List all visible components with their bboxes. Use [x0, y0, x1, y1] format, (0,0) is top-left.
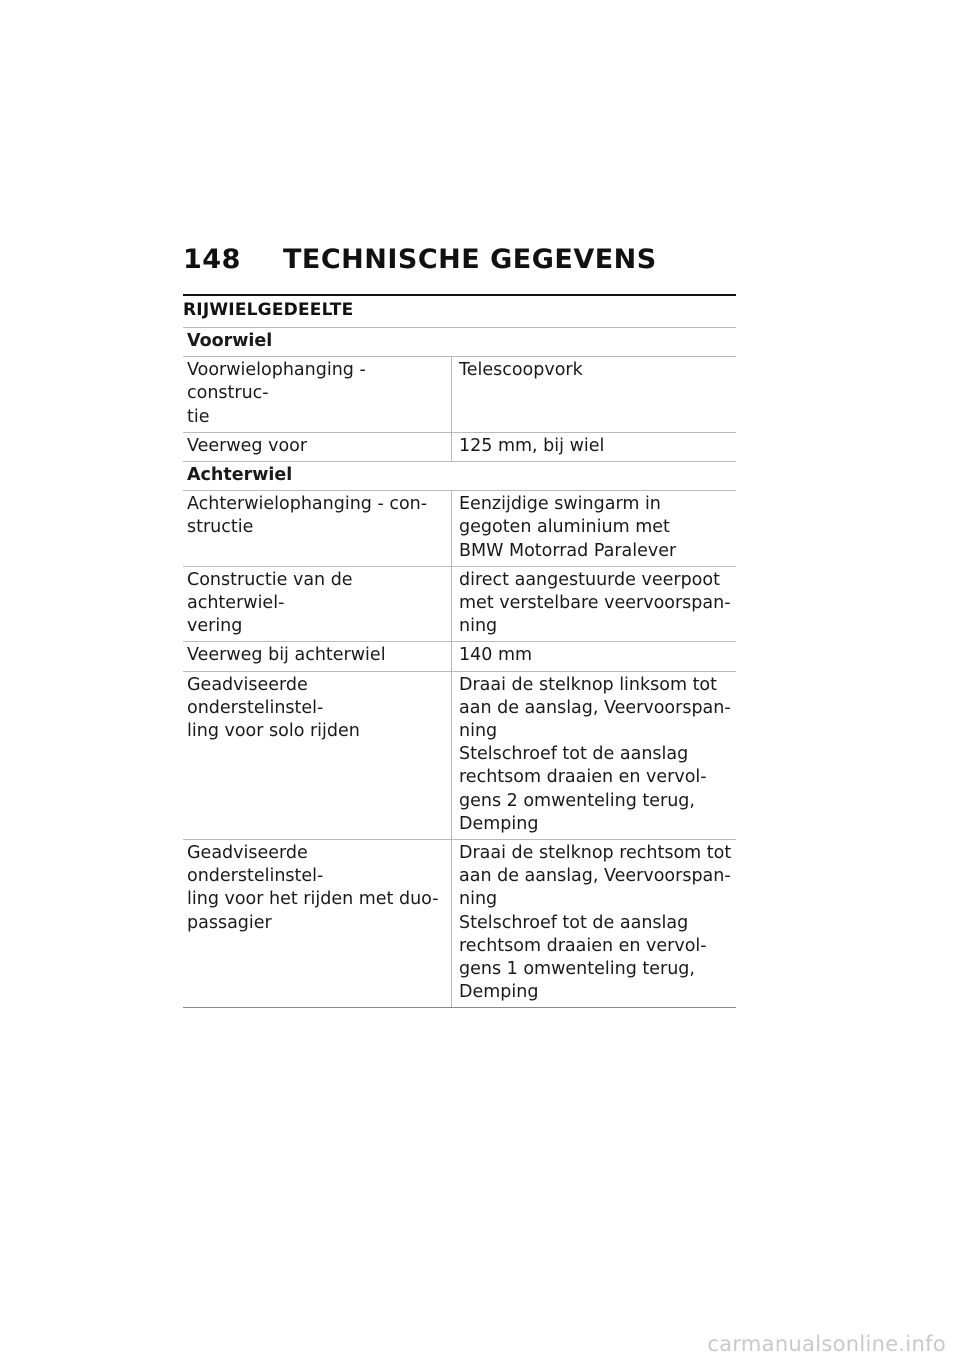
- spec-label: Geadviseerde onderstelinstel- ling voor solo rijden: [183, 672, 452, 839]
- spec-value: direct aangestuurde veerpoot met verstelbare veervoorspan- ning: [459, 569, 731, 637]
- spec-value: Eenzijdige swingarm in gegoten aluminium met BMW Motorrad Paralever: [459, 494, 677, 561]
- spec-value: Draai de stelknop linksom tot aan de aanslag, Veervoorspan- ning Stelschroef tot de aanslag rechtsom draaien en vervol- gens 2 omwenteling terug, Demping: [459, 674, 731, 834]
- spec-value: 125 mm, bij wiel: [459, 435, 605, 456]
- table-row: [183, 642, 736, 671]
- spec-label: Achterwielophanging - con- structie: [183, 491, 452, 566]
- table-row: [183, 433, 736, 462]
- page-number: 148: [183, 244, 241, 275]
- spec-label: Geadviseerde onderstelinstel- ling voor het rijden met duo- passagier: [183, 840, 452, 1007]
- watermark: carmanualsonline.info: [707, 1332, 946, 1356]
- table-row: [183, 672, 736, 840]
- spec-group-title-voorwiel: Voorwiel: [183, 328, 736, 357]
- table-row: [183, 491, 736, 567]
- table-row: [183, 357, 736, 433]
- spec-value: Draai de stelknop rechtsom tot aan de aanslag, Veervoorspan- ning Stelschroef tot de aanslag rechtsom draaien en vervol- gens 1 omwenteling terug, Demping: [459, 843, 732, 1003]
- page-header: [183, 244, 736, 275]
- section-heading: RIJWIELGEDEELTE: [183, 294, 736, 320]
- spec-value: Telescoopvork: [459, 360, 583, 381]
- spec-label: Constructie van de achterwiel- vering: [183, 567, 452, 642]
- spec-value: 140 mm: [459, 645, 533, 666]
- spec-label: Veerweg bij achterwiel: [183, 642, 452, 670]
- spec-group-title-achterwiel: Achterwiel: [183, 462, 736, 491]
- table-row: [183, 567, 736, 643]
- spec-table: [183, 327, 736, 1008]
- spec-label: Voorwielophanging - construc- tie: [183, 357, 452, 432]
- spec-label: Veerweg voor: [183, 433, 452, 461]
- page-title: TECHNISCHE GEGEVENS: [283, 244, 657, 275]
- table-row: [183, 840, 736, 1008]
